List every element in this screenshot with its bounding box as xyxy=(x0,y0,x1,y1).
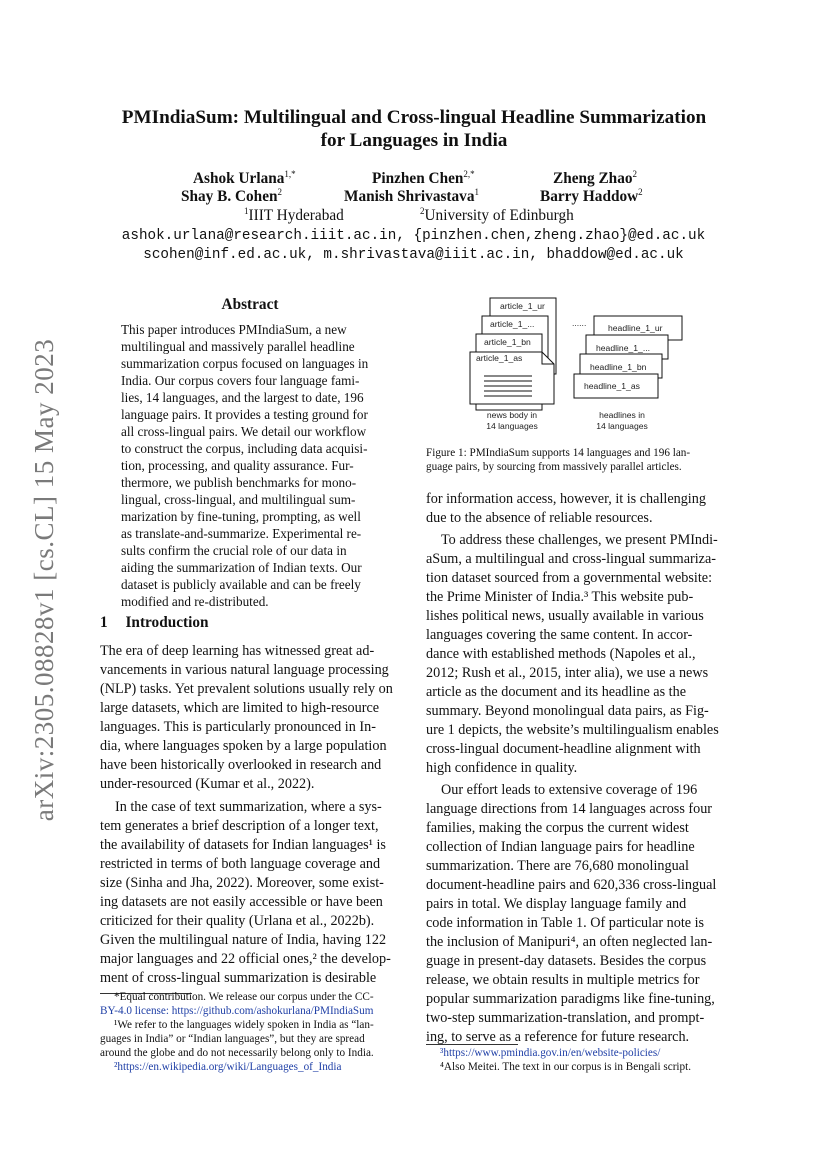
author-5: Manish Shrivastava$^1$ xyxy=(344,187,479,206)
title-line-1: PMIndiaSum: Multilingual and Cross-lingual Headline Summarization xyxy=(121,107,707,128)
body-line: To address these challenges, we present PMIndi- xyxy=(441,532,718,548)
body-line: (NLP) tasks. Yet prevalent solutions usually rely on xyxy=(100,681,393,697)
author-6: Barry Haddow$^2$ xyxy=(540,187,643,206)
body-line: document-headline pairs and 620,336 cross-lingual xyxy=(426,877,717,893)
abstract-line: multilingual and massively parallel headline xyxy=(121,339,355,354)
footnote-line: around the globe and do not necessarily belong only to India. xyxy=(100,1047,374,1059)
body-line: Our effort leads to extensive coverage of 196 xyxy=(441,782,698,798)
body-line: In the case of text summarization, where a sys- xyxy=(115,799,382,815)
body-line: cross-lingual document-headline alignment with xyxy=(426,741,701,757)
abstract-line: lingual, cross-lingual, and multilingual sum- xyxy=(121,492,356,507)
body-line: due to the absence of reliable resources. xyxy=(426,510,653,526)
body-line: large datasets, which are limited to high-resource xyxy=(100,700,380,716)
paper-title xyxy=(70,106,758,152)
body-line: languages. This is particularly pronounced in In- xyxy=(100,719,376,735)
body-line: have been historically overlooked in research and xyxy=(100,757,382,773)
body-line: code information in Table 1. Of particular note is xyxy=(426,915,705,931)
body-line: aSum, a multilingual and cross-lingual summariza- xyxy=(426,551,716,567)
abstract-line: summarization corpus focused on languages in xyxy=(121,356,369,371)
body-line: ure 1 depicts, the website’s multilingualism enables xyxy=(426,722,719,738)
body-line: popular summarization paradigms like fine-tuning, xyxy=(426,991,715,1007)
body-line: tem generates a brief description of a longer text, xyxy=(100,818,379,834)
section-number: 1 xyxy=(100,614,108,631)
body-line: for information access, however, it is challenging xyxy=(426,491,706,507)
headline-label: headline_1_... xyxy=(596,343,650,353)
figure-left-label: news body in xyxy=(486,410,538,420)
email-line-2: scohen@inf.ed.ac.uk, m.shrivastava@iiit.ac.in, bhaddow@ed.ac.uk xyxy=(143,247,684,263)
caption-line: guage pairs, by sourcing from massively parallel articles. xyxy=(426,461,682,473)
body-line: summarization. There are 76,680 monolingual xyxy=(426,858,689,874)
body-line: The era of deep learning has witnessed great ad- xyxy=(100,643,375,659)
caption-line: Figure 1: PMIndiaSum supports 14 languages and 196 lan- xyxy=(426,447,691,459)
body-line: the availability of datasets for Indian languages¹ is xyxy=(100,837,386,853)
body-line: under-resourced (Kumar et al., 2022). xyxy=(100,776,315,792)
author-3: Zheng Zhao$^2$ xyxy=(553,169,637,188)
headline-label: headline_1_as xyxy=(584,381,640,391)
abstract-line: thermore, we publish benchmarks for mono- xyxy=(121,475,357,490)
body-line: two-step summarization-translation, and prompt- xyxy=(426,1010,705,1026)
body-line: guage in present-day datasets. Besides the corpus xyxy=(426,953,707,969)
article-label: article_1_ur xyxy=(500,301,545,311)
body-line: restricted in terms of both language coverage and xyxy=(100,856,381,872)
footnote-line[interactable]: ²https://en.wikipedia.org/wiki/Languages_of_India xyxy=(114,1061,342,1073)
body-line: the inclusion of Manipuri⁴, an often neglected lan- xyxy=(426,934,713,950)
body-line: families, making the corpus the current widest xyxy=(426,820,689,836)
affiliation-2: $^2$University of Edinburgh xyxy=(420,206,574,225)
body-line: ing, to serve as a reference for future research. xyxy=(426,1029,690,1045)
abstract-line: language pairs. It provides a testing ground for xyxy=(121,407,368,422)
footnote-line: ¹We refer to the languages widely spoken in India as “lan- xyxy=(114,1019,374,1031)
section-title: Introduction xyxy=(125,614,209,631)
affiliation-1: $^1$IIIT Hyderabad xyxy=(244,206,344,225)
body-line: summary. Beyond monolingual data pairs, as Fig- xyxy=(426,703,709,719)
body-line: language directions from 14 languages across four xyxy=(426,801,713,817)
body-line: 2012; Rush et al., 2015, inter alia), we use a news xyxy=(426,665,709,681)
body-line: tion dataset sourced from a governmental website: xyxy=(426,570,713,586)
body-line: criticized for their quality (Urlana et al., 2022b). xyxy=(100,913,375,929)
body-line: major languages and 22 official ones,² the develop- xyxy=(100,951,391,967)
abstract-line: tion, processing, and quality assurance. Fur- xyxy=(121,458,354,473)
body-line: size (Sinha and Jha, 2022). Moreover, some exist- xyxy=(100,875,384,891)
body-line: high confidence in quality. xyxy=(426,760,578,776)
body-line: article as the document and its headline as the xyxy=(426,684,687,700)
footnote-line: guages in India” or “Indian languages”, but they are spread xyxy=(100,1033,365,1045)
abstract-line: India. Our corpus covers four language fami- xyxy=(121,373,360,388)
body-line: ing datasets are not easily accessible or have been xyxy=(100,894,383,910)
body-line: dance with established methods (Napoles et al., xyxy=(426,646,696,662)
headline-label: headline_1_ur xyxy=(608,323,663,333)
footnote-line[interactable]: ³https://www.pmindia.gov.in/en/website-policies/ xyxy=(440,1047,661,1059)
author-2: Pinzhen Chen$^{2,*}$ xyxy=(372,169,475,188)
body-line: release, we obtain results in multiple metrics for xyxy=(426,972,700,988)
abstract-heading: Abstract xyxy=(221,296,279,313)
abstract-line: all cross-lingual pairs. We detail our workflow xyxy=(121,424,367,439)
body-line: collection of Indian language pairs for headline xyxy=(426,839,695,855)
footnote-line: *Equal contribution. We release our corpus under the CC- xyxy=(114,991,374,1003)
title-line-2: for Languages in India xyxy=(320,130,508,151)
author-1: Ashok Urlana$^{1,*}$ xyxy=(193,169,296,188)
body-line: the Prime Minister of India.³ This website pub- xyxy=(426,589,694,605)
article-label: article_1_bn xyxy=(484,337,531,347)
abstract-line: lies, 14 languages, and the largest to date, 196 xyxy=(121,390,364,405)
body-line: pairs in total. We display language family and xyxy=(426,896,687,912)
footnote-line[interactable]: BY-4.0 license: https://github.com/ashokurlana/PMIndiaSum xyxy=(100,1005,374,1017)
figure-1-diagram xyxy=(462,292,712,442)
section-heading xyxy=(100,614,209,632)
abstract-line: modified and re-distributed. xyxy=(121,594,269,609)
article-label: article_1_as xyxy=(476,353,523,363)
abstract-line: as translate-and-summarize. Experimental re- xyxy=(121,526,362,541)
footnote-line: ⁴Also Meitei. The text in our corpus is in Bengali script. xyxy=(440,1061,692,1073)
abstract-line: aiding the summarization of Indian texts. Our xyxy=(121,560,362,575)
body-line: languages covering the same content. In accor- xyxy=(426,627,693,643)
abstract-line: to construct the corpus, including data acquisi- xyxy=(121,441,368,456)
author-4: Shay B. Cohen$^2$ xyxy=(181,187,282,206)
figure-right-label: headlines in xyxy=(599,410,645,420)
body-line: dia, where languages spoken by a large population xyxy=(100,738,387,754)
abstract-line: dataset is publicly available and can be freely xyxy=(121,577,361,592)
abstract-line: marization by fine-tuning, prompting, as well xyxy=(121,509,361,524)
figure-right-label: 14 languages xyxy=(596,421,648,431)
abstract-line: sults confirm the crucial role of our data in xyxy=(121,543,347,558)
body-line: ment of cross-lingual summarization is desirable xyxy=(100,970,377,986)
email-line-1: ashok.urlana@research.iiit.ac.in, {pinzhen.chen,zheng.zhao}@ed.ac.uk xyxy=(121,228,706,244)
article-label: article_1_... xyxy=(490,319,535,329)
body-line: lishes political news, usually available in various xyxy=(426,608,704,624)
footnote-rule xyxy=(426,1044,518,1045)
abstract-line: This paper introduces PMIndiaSum, a new xyxy=(121,322,347,337)
headline-label: headline_1_bn xyxy=(590,362,647,372)
figure-left-label: 14 languages xyxy=(486,421,538,431)
body-line: Given the multilingual nature of India, having 122 xyxy=(100,932,387,948)
arxiv-side-stamp: arXiv:2305.08828v1 [cs.CL] 15 May 2023 xyxy=(29,338,59,822)
body-line: vancements in various natural language processing xyxy=(100,662,389,678)
ellipsis-dots: ...... xyxy=(572,318,587,328)
